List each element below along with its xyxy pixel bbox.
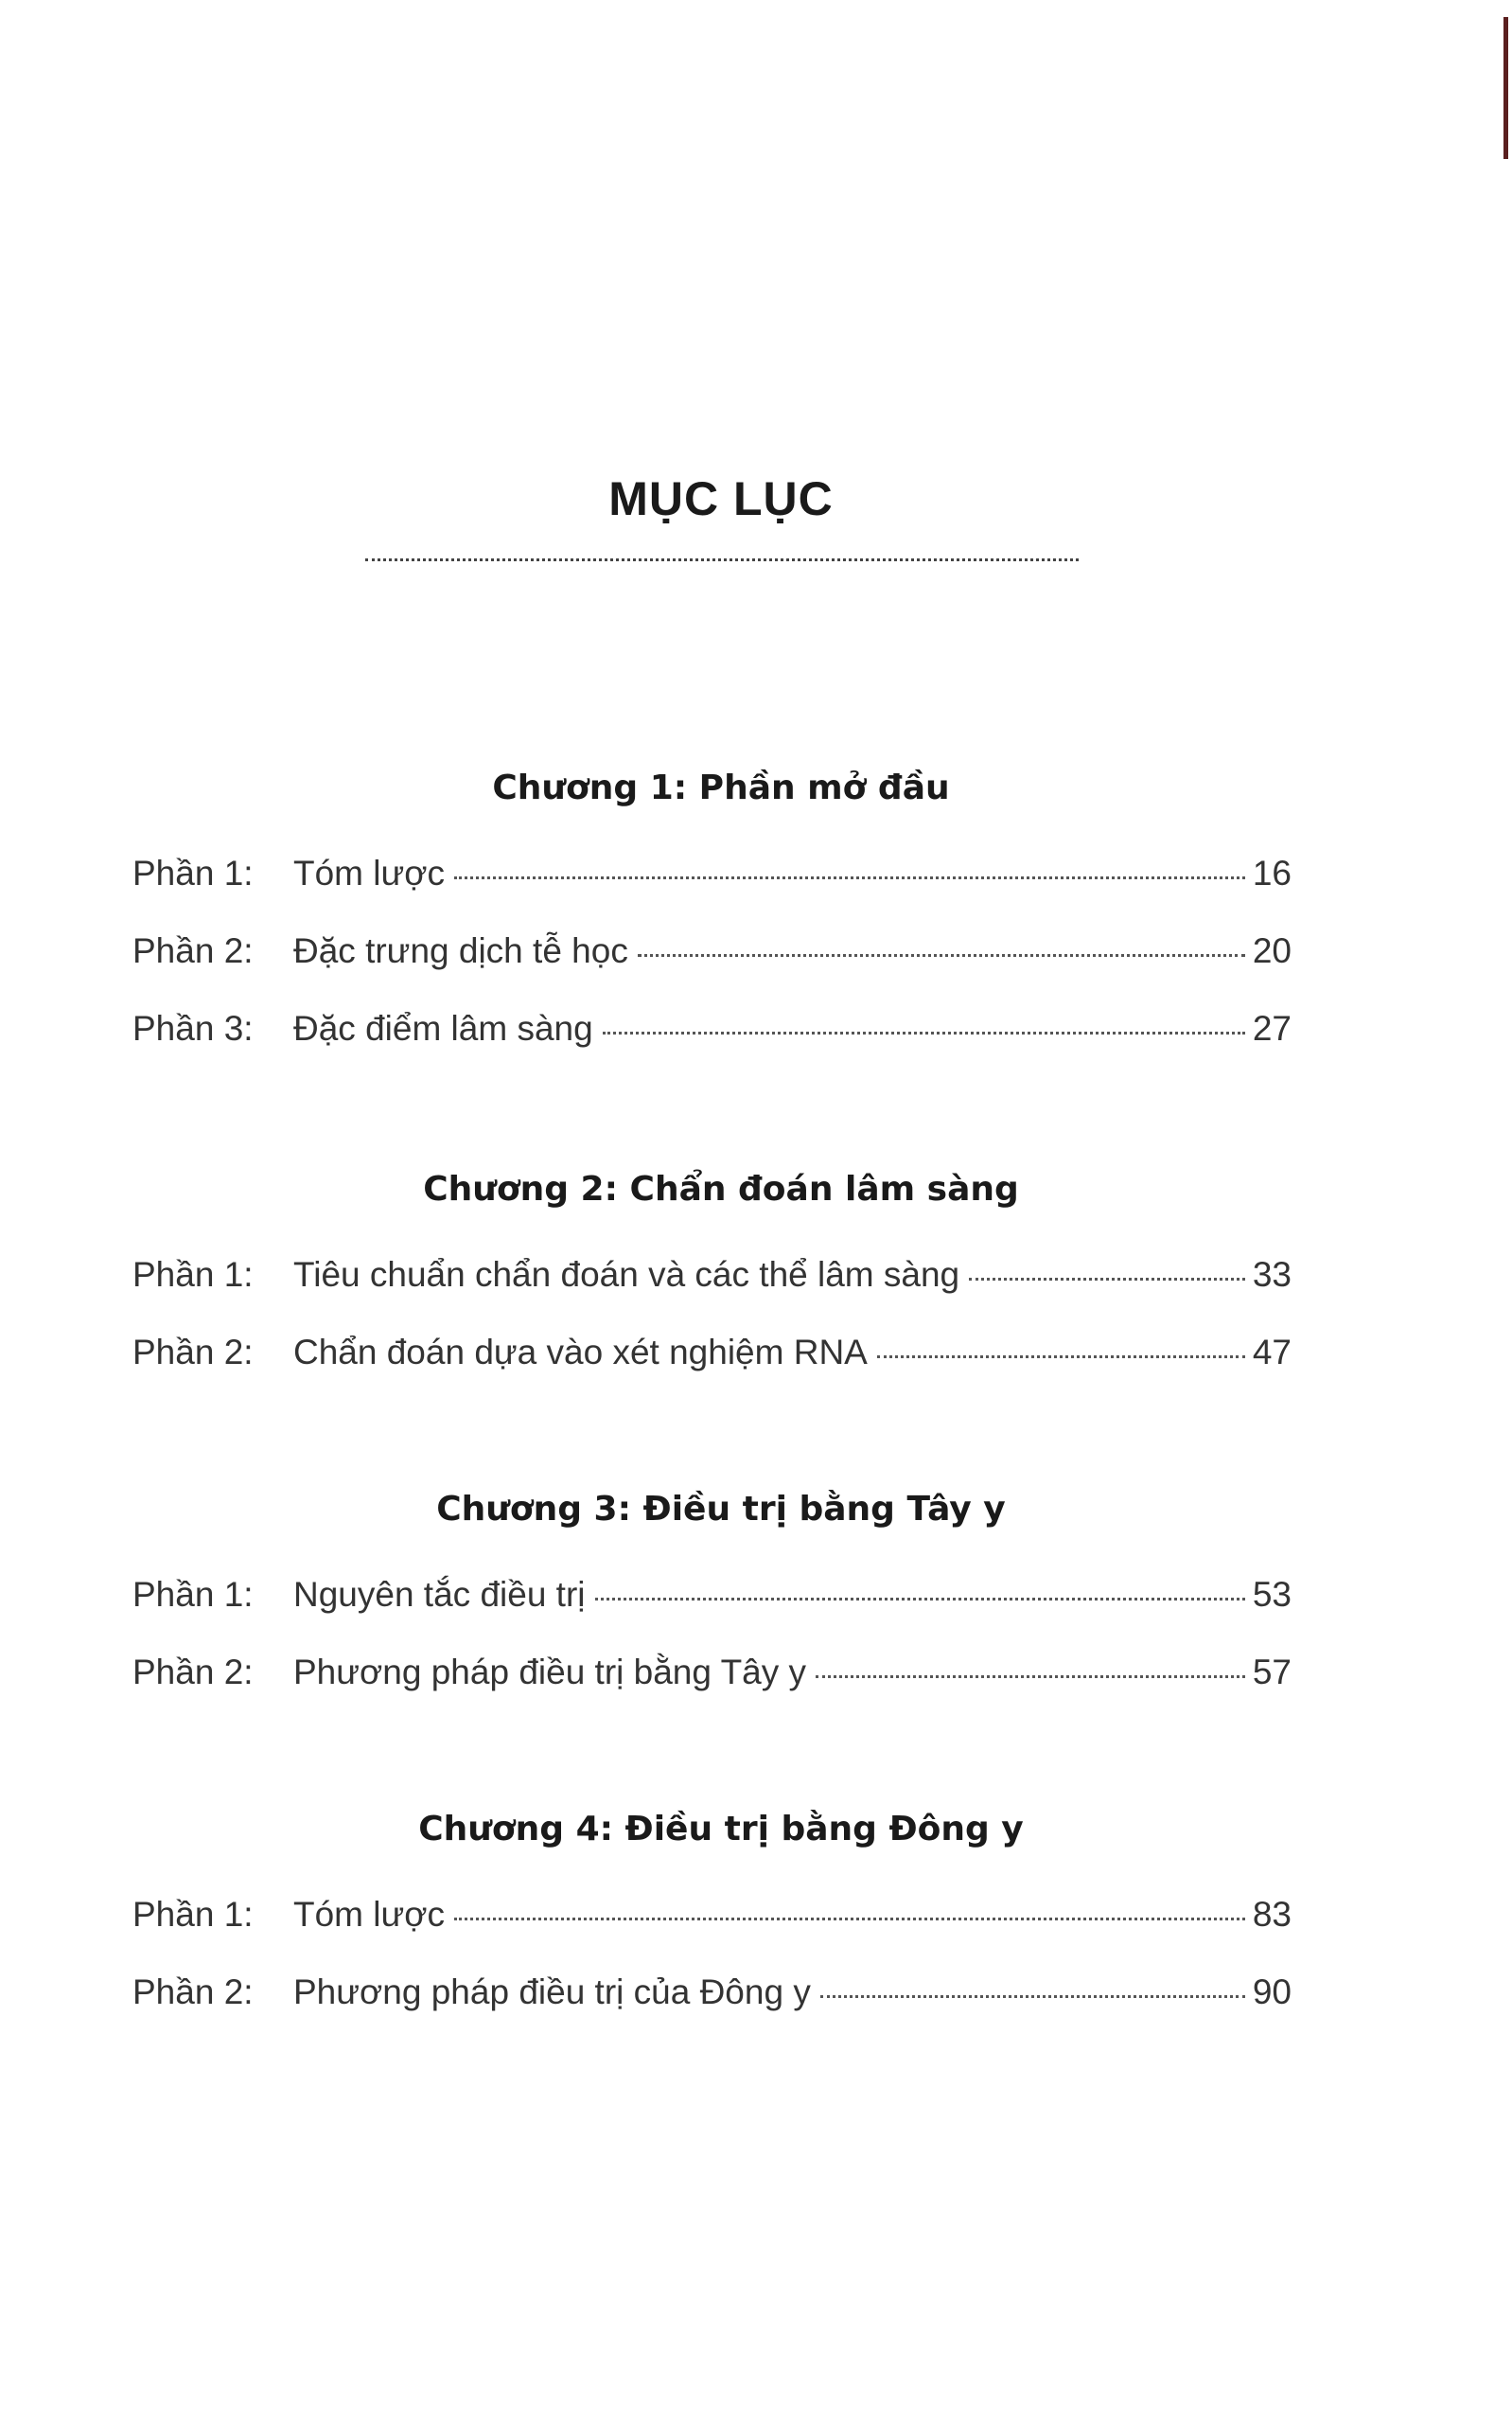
toc-entry[interactable] bbox=[132, 1009, 1292, 1060]
toc-entry[interactable] bbox=[132, 1895, 1292, 1946]
entry-page-number: 47 bbox=[1252, 1333, 1292, 1371]
page-title: MỤC LỤC bbox=[608, 472, 834, 525]
page-edge-mark bbox=[1503, 17, 1508, 159]
entry-page-number: 90 bbox=[1252, 1972, 1292, 2011]
chapter-3-heading: Chương 3: Điều trị bằng Tây y bbox=[436, 1490, 1006, 1529]
title-dotted-rule bbox=[365, 558, 1079, 561]
dot-leader bbox=[816, 1675, 1245, 1678]
entry-title: Đặc trưng dịch tễ học bbox=[293, 931, 628, 970]
entry-part-label: Phần 2: bbox=[132, 931, 254, 970]
dot-leader bbox=[877, 1355, 1245, 1358]
entry-page-number: 57 bbox=[1252, 1653, 1292, 1691]
entry-title: Phương pháp điều trị bằng Tây y bbox=[293, 1653, 807, 1691]
entry-part-label: Phần 2: bbox=[132, 1972, 254, 2011]
dot-leader bbox=[454, 876, 1245, 879]
entry-page-number: 20 bbox=[1252, 931, 1292, 970]
entry-page-number: 53 bbox=[1252, 1575, 1292, 1614]
toc-entry[interactable] bbox=[132, 854, 1292, 905]
entry-part-label: Phần 1: bbox=[132, 1255, 254, 1294]
entry-part-label: Phần 2: bbox=[132, 1653, 254, 1691]
dot-leader bbox=[603, 1032, 1245, 1035]
toc-entry[interactable] bbox=[132, 1972, 1292, 2024]
toc-entry[interactable] bbox=[132, 1575, 1292, 1626]
entry-part-label: Phần 1: bbox=[132, 854, 254, 893]
entry-part-label: Phần 2: bbox=[132, 1333, 254, 1371]
entry-title: Tóm lược bbox=[293, 1895, 446, 1934]
toc-entry[interactable] bbox=[132, 1333, 1292, 1384]
toc-entry[interactable] bbox=[132, 931, 1292, 982]
entry-part-label: Phần 3: bbox=[132, 1009, 254, 1048]
entry-part-label: Phần 1: bbox=[132, 1895, 254, 1934]
entry-title: Chẩn đoán dựa vào xét nghiệm RNA bbox=[293, 1333, 868, 1371]
entry-title: Nguyên tắc điều trị bbox=[293, 1575, 586, 1614]
entry-page-number: 33 bbox=[1252, 1255, 1292, 1294]
chapter-2-heading: Chương 2: Chẩn đoán lâm sàng bbox=[423, 1170, 1019, 1209]
chapter-4-heading: Chương 4: Điều trị bằng Đông y bbox=[418, 1810, 1024, 1848]
entry-title: Đặc điểm lâm sàng bbox=[293, 1009, 593, 1048]
dot-leader bbox=[595, 1598, 1245, 1601]
entry-page-number: 27 bbox=[1252, 1009, 1292, 1048]
entry-page-number: 16 bbox=[1252, 854, 1292, 893]
dot-leader bbox=[820, 1995, 1245, 1998]
dot-leader bbox=[638, 954, 1245, 957]
chapter-1-heading: Chương 1: Phần mở đầu bbox=[492, 769, 950, 807]
entry-page-number: 83 bbox=[1252, 1895, 1292, 1934]
toc-entry[interactable] bbox=[132, 1653, 1292, 1704]
dot-leader bbox=[454, 1918, 1245, 1920]
toc-entry[interactable] bbox=[132, 1255, 1292, 1306]
dot-leader bbox=[969, 1278, 1245, 1281]
entry-part-label: Phần 1: bbox=[132, 1575, 254, 1614]
entry-title: Phương pháp điều trị của Đông y bbox=[293, 1972, 811, 2011]
entry-title: Tiêu chuẩn chẩn đoán và các thể lâm sàng bbox=[293, 1255, 960, 1294]
entry-title: Tóm lược bbox=[293, 854, 446, 893]
